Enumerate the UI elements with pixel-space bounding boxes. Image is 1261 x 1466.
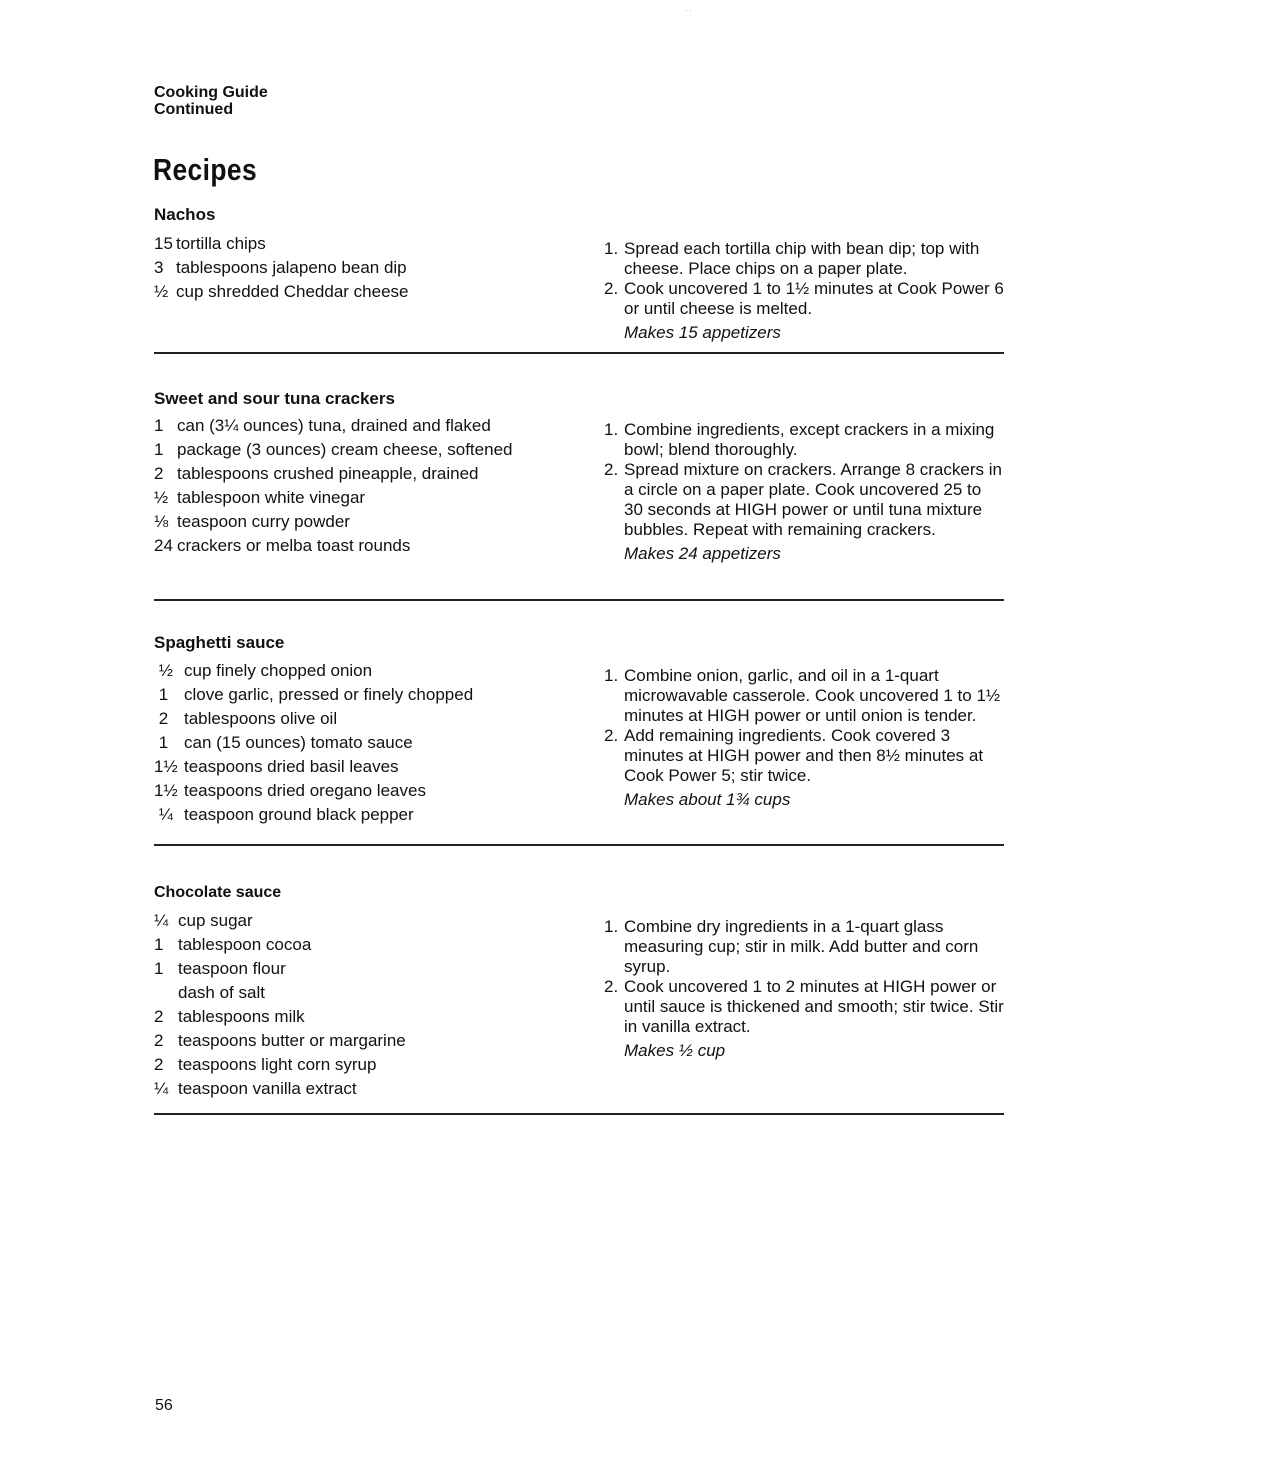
ingredient-item: 1½ teaspoons dried oregano leaves: [154, 781, 426, 800]
instruction-list: [604, 917, 1004, 1061]
ingredient-item: 1 package (3 ounces) cream cheese, softened: [154, 440, 513, 459]
ingredient-item: 1 tablespoon cocoa: [154, 935, 312, 954]
instruction-step: 2. Spread mixture on crackers. Arrange 8 crackers in a circle on a paper plate. Cook uncovered 25 to 30 seconds at HIGH power or until tuna mixture bubbles. Repeat with remaining crackers.: [604, 460, 1002, 539]
instruction-list: [604, 420, 1004, 564]
ingredient-item: 2 teaspoons light corn syrup: [154, 1055, 377, 1074]
section-header-line1: Cooking Guide: [154, 84, 268, 101]
ingredient-list: [154, 659, 574, 827]
section-header: [154, 84, 268, 118]
ingredient-item: ½ tablespoon white vinegar: [154, 488, 366, 507]
recipe-title: Chocolate sauce: [154, 884, 282, 901]
divider: [154, 1113, 1004, 1115]
ingredient-item: 1½ teaspoons dried basil leaves: [154, 757, 399, 776]
ingredient-item: 15 tortilla chips: [154, 234, 266, 253]
instruction-step: 2. Add remaining ingredients. Cook covered 3 minutes at HIGH power and then 8½ minutes at Cook Power 5; stir twice.: [604, 726, 984, 785]
instruction-step: 2. Cook uncovered 1 to 2 minutes at HIGH power or until sauce is thickened and smooth; stir twice. Stir in vanilla extract.: [604, 977, 1004, 1036]
recipe-tuna-crackers: [154, 388, 1006, 563]
ingredient-item: dash of salt: [178, 983, 265, 1002]
ingredient-list: [154, 414, 574, 558]
ingredient-list: [154, 909, 574, 1101]
ingredient-item: 1 can (3¼ ounces) tuna, drained and flaked: [154, 416, 491, 435]
ingredient-item: 1 teaspoon flour: [154, 959, 286, 978]
page-number: 56: [155, 1397, 173, 1414]
instruction-step: 1. Combine onion, garlic, and oil in a 1-quart microwavable casserole. Cook uncovered 1 to 1½ minutes at HIGH power or until onion is tender.: [604, 666, 1001, 725]
recipe-chocolate-sauce: [154, 882, 1006, 1098]
ingredient-item: ½ cup finely chopped onion: [154, 661, 373, 680]
ingredient-item: 3 tablespoons jalapeno bean dip: [154, 258, 407, 277]
instruction-list: [604, 666, 1004, 810]
ingredient-item: 1 can (15 ounces) tomato sauce: [154, 733, 413, 752]
page-title: Recipes: [153, 152, 258, 187]
ingredient-item: 2 teaspoons butter or margarine: [154, 1031, 406, 1050]
recipe-yield: Makes about 1¾ cups: [624, 790, 791, 809]
instruction-list: [604, 239, 1004, 343]
divider: [154, 844, 1004, 846]
instruction-step: 1. Combine ingredients, except crackers in a mixing bowl; blend thoroughly.: [604, 420, 995, 459]
ingredient-item: 2 tablespoons crushed pineapple, drained: [154, 464, 479, 483]
instruction-step: 2. Cook uncovered 1 to 1½ minutes at Cook Power 6 or until cheese is melted.: [604, 279, 1004, 318]
ingredient-item: 2 tablespoons milk: [154, 1007, 305, 1026]
ingredient-item: 2 tablespoons olive oil: [154, 709, 338, 728]
divider: [154, 599, 1004, 601]
ingredient-item: 1 clove garlic, pressed or finely chopped: [154, 685, 474, 704]
recipe-title: Spaghetti sauce: [154, 633, 285, 652]
recipe-yield: Makes ½ cup: [624, 1041, 726, 1060]
recipe-yield: Makes 24 appetizers: [624, 544, 781, 563]
recipe-nachos: [154, 204, 1006, 342]
scan-marks: . .: [685, 4, 692, 13]
instruction-step: 1. Combine dry ingredients in a 1-quart glass measuring cup; stir in milk. Add butter and corn syrup.: [604, 917, 979, 976]
ingredient-item: ⅛ teaspoon curry powder: [154, 512, 350, 531]
ingredient-item: ½ cup shredded Cheddar cheese: [154, 282, 409, 301]
recipe-title: Nachos: [154, 205, 216, 224]
section-header-line2: Continued: [154, 101, 234, 118]
ingredient-list: [154, 232, 574, 304]
ingredient-item: 24 crackers or melba toast rounds: [154, 536, 411, 555]
divider: [154, 352, 1004, 354]
ingredient-item: ¼ teaspoon vanilla extract: [154, 1079, 357, 1098]
recipe-title: Sweet and sour tuna crackers: [154, 389, 395, 408]
ingredient-item: ¼ teaspoon ground black pepper: [154, 805, 414, 824]
ingredient-item: ¼ cup sugar: [154, 911, 253, 930]
recipe-spaghetti-sauce: [154, 632, 1006, 824]
recipe-yield: Makes 15 appetizers: [624, 323, 781, 342]
instruction-step: 1. Spread each tortilla chip with bean dip; top with cheese. Place chips on a paper plate.: [604, 239, 980, 278]
